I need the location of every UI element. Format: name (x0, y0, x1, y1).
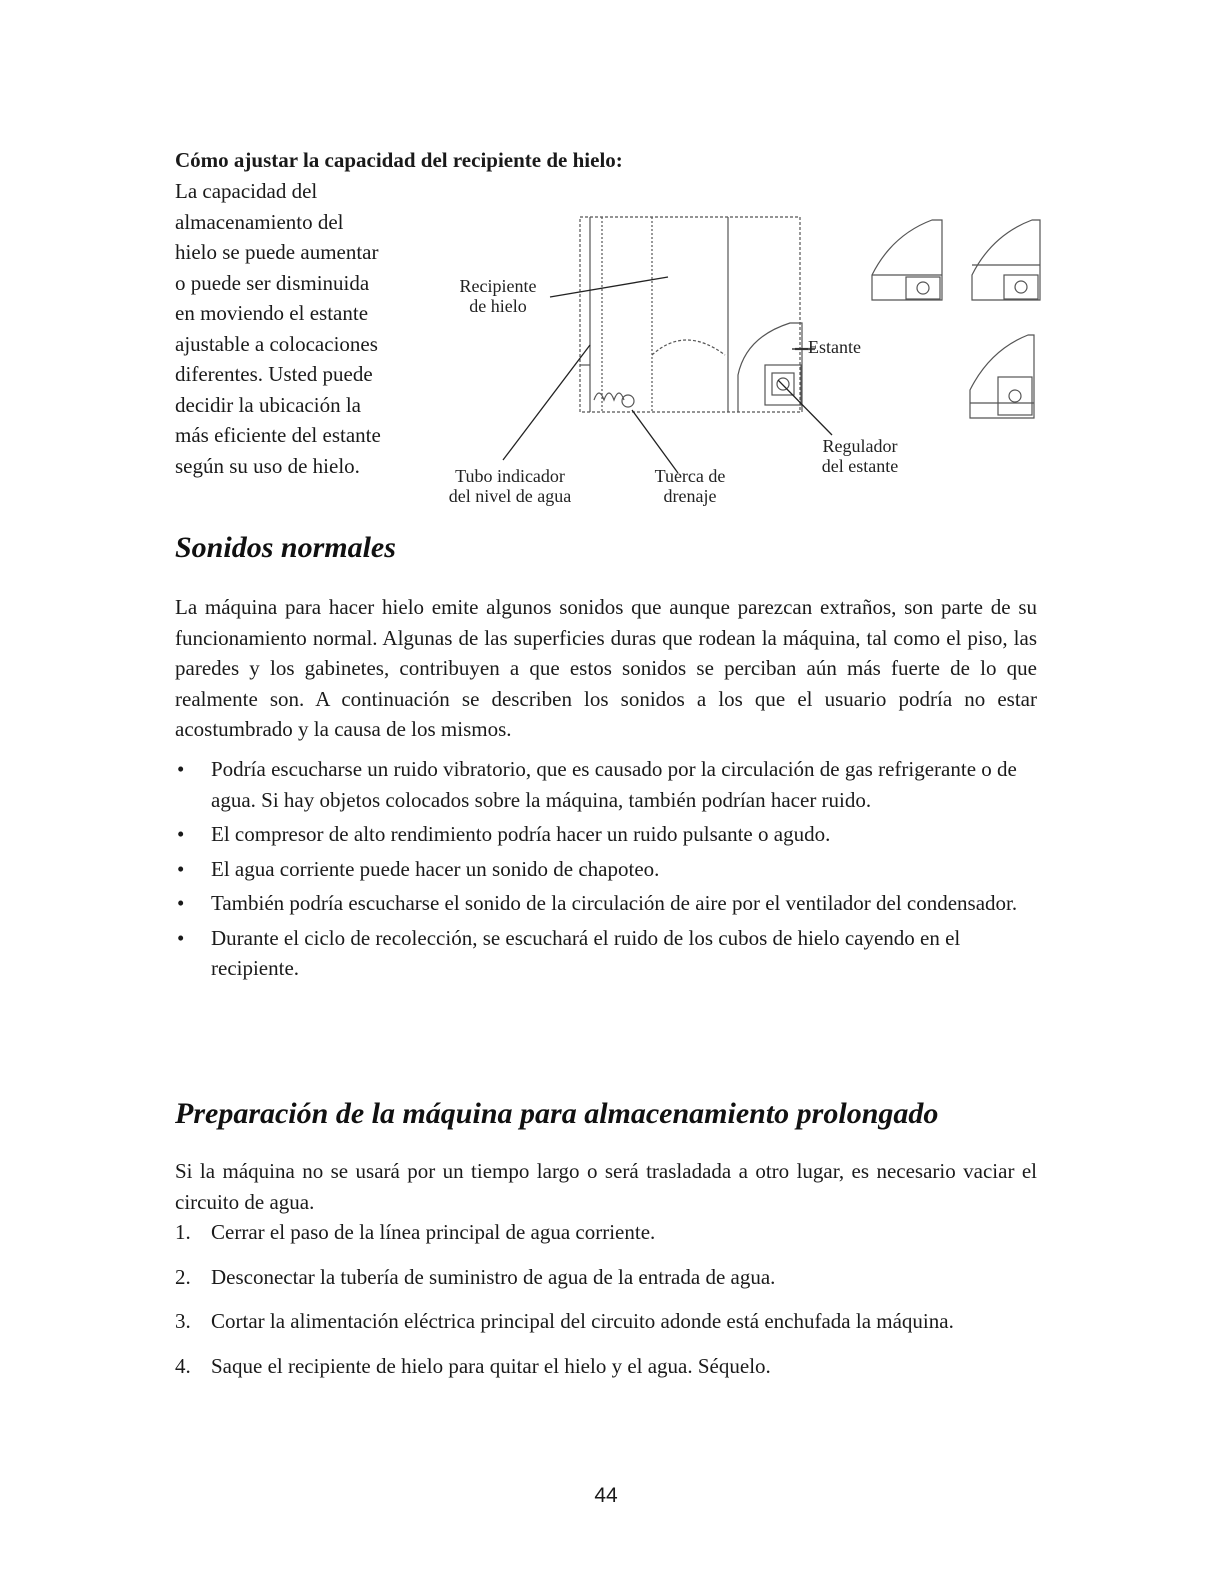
intro-line: o puede ser disminuida (175, 270, 370, 295)
intro-line: decidir la ubicación la (175, 392, 361, 417)
step-number: 1. (175, 1220, 191, 1244)
list-item (175, 854, 1037, 885)
list-item (175, 1217, 1037, 1248)
bin-capacity-heading: Cómo ajustar la capacidad del recipiente de hielo: (175, 148, 623, 172)
label-drain-line: drenaje (663, 486, 717, 506)
label-tube-line: Tubo indicador (455, 466, 565, 486)
storage-paragraph: Si la máquina no se usará por un tiempo largo o será trasladada a otro lugar, es necesario vaciar el circuito de agua. (175, 1159, 1037, 1214)
list-item (175, 1351, 1037, 1382)
step-number: 2. (175, 1264, 191, 1289)
label-water-level-tube (430, 466, 590, 506)
label-regulator-line: del estante (821, 456, 899, 476)
intro-line: más eficiente del estante (175, 423, 381, 447)
label-drain-nut (635, 466, 745, 506)
bullet-icon: • (177, 757, 185, 781)
step-text: Desconectar la tubería de suministro de agua de la entrada de agua. (211, 1264, 776, 1289)
label-regulator-line: Regulador (822, 436, 898, 456)
storage-title: Preparación de la máquina para almacenamiento prolongado (175, 1097, 939, 1130)
step-number: 4. (175, 1353, 191, 1378)
label-tube-line: del nivel de agua (448, 486, 572, 506)
label-drain-line: Tuerca de (654, 466, 726, 486)
intro-line: ajustable a colocaciones (175, 331, 378, 356)
intro-line: almacenamiento del (175, 209, 344, 234)
step-text: Saque el recipiente de hielo para quitar el hielo y el agua. Séquelo. (211, 1353, 771, 1378)
list-item (175, 1306, 1037, 1337)
step-number: 3. (175, 1309, 191, 1333)
bullet-icon: • (177, 925, 185, 950)
list-item (175, 754, 1037, 815)
step-text: Cortar la alimentación eléctrica principal del circuito adonde está enchufada la máquina. (211, 1309, 954, 1333)
normal-sounds-paragraph: La máquina para hacer hielo emite algunos sonidos que aunque parezcan extraños, son parte de su funcionamiento normal. Algunas de las superficies duras que rodean la máquina, tal como el piso, las paredes y los gabinetes, contribuyen a que estos sonidos se perciban aún más fuerte de lo que realmente son. A continuación se describen los sonidos a los que el usuario podría no estar acostumbrado y la causa de los mismos. (175, 595, 1037, 741)
list-item-text: Durante el ciclo de recolección, se escuchará el ruido de los cubos de hielo cayendo en el recipiente. (211, 925, 961, 980)
list-item (175, 888, 1037, 919)
label-shelf: Estante (808, 337, 861, 357)
bullet-icon: • (177, 856, 185, 881)
list-item-text: Podría escucharse un ruido vibratorio, que es causado por la circulación de gas refrigerante o de agua. Si hay objetos colocados sobre la máquina, también podrían hacer ruido. (211, 757, 1017, 812)
bin-capacity-intro (175, 176, 435, 481)
ice-bin-diagram (420, 205, 1060, 515)
list-item-text: El agua corriente puede hacer un sonido de chapoteo. (211, 856, 660, 881)
bullet-icon: • (177, 891, 185, 915)
normal-sounds-title: Sonidos normales (175, 531, 396, 564)
intro-line: según su uso de hielo. (175, 453, 360, 478)
page-number: 44 (594, 1484, 618, 1507)
list-item (175, 1262, 1037, 1293)
intro-line: hielo se puede aumentar (175, 240, 379, 264)
list-item-text: El compresor de alto rendimiento podría hacer un ruido pulsante o agudo. (211, 822, 831, 846)
list-item (175, 819, 1037, 850)
label-shelf-regulator (805, 436, 915, 476)
intro-line: en moviendo el estante (175, 301, 369, 325)
list-item-text: También podría escucharse el sonido de la circulación de aire por el ventilador del condensador. (211, 891, 1018, 915)
step-text: Cerrar el paso de la línea principal de agua corriente. (211, 1220, 656, 1244)
bullet-icon: • (177, 822, 185, 846)
normal-sounds-list (175, 754, 1037, 988)
intro-line: diferentes. Usted puede (175, 362, 373, 386)
label-ice-bin (438, 276, 558, 316)
storage-steps (175, 1217, 1037, 1395)
list-item (175, 923, 1037, 984)
label-ice-bin-line: de hielo (469, 296, 527, 316)
label-ice-bin-line: Recipiente (459, 276, 537, 296)
intro-line: La capacidad del (175, 179, 318, 203)
